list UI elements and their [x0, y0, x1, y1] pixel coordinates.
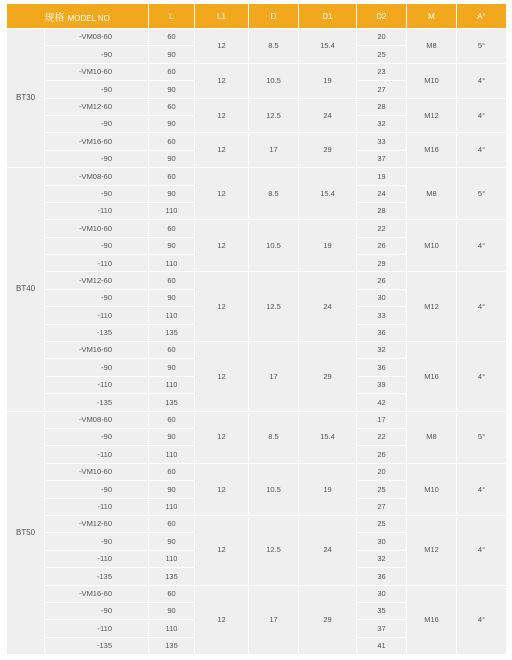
model-cell: -135	[45, 394, 149, 411]
model-cell: -VM10-60	[45, 220, 149, 237]
l-cell: 90	[149, 150, 195, 167]
header-d1: D1	[299, 4, 357, 29]
angle-cell: 4°	[457, 220, 507, 272]
l1-cell: 12	[195, 133, 249, 168]
d2-cell: 26	[357, 272, 407, 289]
m-cell: M12	[407, 272, 457, 342]
d1-cell: 15.4	[299, 29, 357, 64]
l-cell: 90	[149, 481, 195, 498]
d2-cell: 26	[357, 446, 407, 463]
header-m: M	[407, 4, 457, 29]
angle-cell: 4°	[457, 63, 507, 98]
d1-cell: 19	[299, 463, 357, 515]
d-cell: 17	[249, 585, 299, 655]
model-cell: -VM08-60	[45, 411, 149, 428]
l1-cell: 12	[195, 29, 249, 64]
d2-cell: 33	[357, 133, 407, 150]
d2-cell: 20	[357, 463, 407, 480]
l-cell: 60	[149, 220, 195, 237]
table-row	[7, 585, 507, 602]
table-row	[7, 220, 507, 237]
d2-cell: 33	[357, 307, 407, 324]
model-cell: -VM10-60	[45, 463, 149, 480]
table-row	[7, 272, 507, 289]
l1-cell: 12	[195, 585, 249, 655]
l1-cell: 12	[195, 515, 249, 585]
model-cell: -135	[45, 324, 149, 341]
model-cell: -VM16-60	[45, 585, 149, 602]
l-cell: 90	[149, 289, 195, 306]
table-row	[7, 29, 507, 46]
d2-cell: 20	[357, 29, 407, 46]
d-cell: 8.5	[249, 411, 299, 463]
m-cell: M8	[407, 29, 457, 64]
d2-cell: 36	[357, 324, 407, 341]
model-cell: -90	[45, 602, 149, 619]
l-cell: 110	[149, 255, 195, 272]
l-cell: 60	[149, 411, 195, 428]
d-cell: 12.5	[249, 515, 299, 585]
l-cell: 60	[149, 133, 195, 150]
l-cell: 60	[149, 272, 195, 289]
angle-cell: 5°	[457, 168, 507, 220]
model-cell: -90	[45, 481, 149, 498]
l-cell: 60	[149, 63, 195, 80]
model-cell: -90	[45, 428, 149, 445]
d2-cell: 32	[357, 115, 407, 132]
model-cell: -VM08-60	[45, 29, 149, 46]
d2-cell: 30	[357, 533, 407, 550]
model-cell: -110	[45, 446, 149, 463]
l-cell: 90	[149, 428, 195, 445]
model-cell: -90	[45, 185, 149, 202]
header-l1: L1	[195, 4, 249, 29]
table-row	[7, 63, 507, 80]
l1-cell: 12	[195, 342, 249, 412]
d2-cell: 25	[357, 515, 407, 532]
model-cell: -90	[45, 150, 149, 167]
m-cell: M8	[407, 411, 457, 463]
model-cell: -110	[45, 202, 149, 219]
d-cell: 8.5	[249, 168, 299, 220]
d2-cell: 28	[357, 202, 407, 219]
d1-cell: 29	[299, 133, 357, 168]
d1-cell: 24	[299, 272, 357, 342]
model-cell: -135	[45, 568, 149, 585]
m-cell: M16	[407, 133, 457, 168]
l-cell: 135	[149, 394, 195, 411]
header-d2: D2	[357, 4, 407, 29]
model-cell: -VM12-60	[45, 272, 149, 289]
d-cell: 10.5	[249, 463, 299, 515]
model-cell: -110	[45, 620, 149, 637]
d1-cell: 19	[299, 220, 357, 272]
d2-cell: 35	[357, 602, 407, 619]
table-row	[7, 342, 507, 359]
d2-cell: 22	[357, 220, 407, 237]
l-cell: 135	[149, 568, 195, 585]
d-cell: 12.5	[249, 98, 299, 133]
header-model-cn: 规格	[44, 12, 65, 24]
model-cell: -VM16-60	[45, 133, 149, 150]
model-cell: -VM08-60	[45, 168, 149, 185]
l-cell: 90	[149, 602, 195, 619]
l-cell: 90	[149, 359, 195, 376]
d-cell: 8.5	[249, 29, 299, 64]
d1-cell: 15.4	[299, 168, 357, 220]
d2-cell: 29	[357, 255, 407, 272]
model-cell: -110	[45, 498, 149, 515]
model-cell: -110	[45, 307, 149, 324]
m-cell: M10	[407, 63, 457, 98]
l-cell: 90	[149, 81, 195, 98]
l-cell: 60	[149, 463, 195, 480]
spec-table	[6, 4, 507, 655]
m-cell: M10	[407, 220, 457, 272]
model-cell: -90	[45, 289, 149, 306]
model-cell: -90	[45, 115, 149, 132]
l-cell: 60	[149, 168, 195, 185]
table-row	[7, 168, 507, 185]
model-cell: -90	[45, 359, 149, 376]
l-cell: 60	[149, 98, 195, 115]
model-cell: -135	[45, 637, 149, 654]
table-row	[7, 515, 507, 532]
model-cell: -90	[45, 81, 149, 98]
header-row	[7, 4, 507, 29]
d2-cell: 30	[357, 289, 407, 306]
d2-cell: 32	[357, 342, 407, 359]
m-cell: M16	[407, 585, 457, 655]
angle-cell: 4°	[457, 585, 507, 655]
d2-cell: 30	[357, 585, 407, 602]
l-cell: 110	[149, 620, 195, 637]
header-angle: A°	[457, 4, 507, 29]
l-cell: 90	[149, 115, 195, 132]
l-cell: 110	[149, 446, 195, 463]
l-cell: 90	[149, 185, 195, 202]
model-cell: -90	[45, 533, 149, 550]
d2-cell: 17	[357, 411, 407, 428]
d-cell: 12.5	[249, 272, 299, 342]
d2-cell: 36	[357, 568, 407, 585]
m-cell: M12	[407, 98, 457, 133]
table-row	[7, 411, 507, 428]
header-d: D	[249, 4, 299, 29]
d2-cell: 32	[357, 550, 407, 567]
d2-cell: 25	[357, 481, 407, 498]
d2-cell: 24	[357, 185, 407, 202]
d1-cell: 29	[299, 342, 357, 412]
l1-cell: 12	[195, 63, 249, 98]
m-cell: M10	[407, 463, 457, 515]
header-l: L	[149, 4, 195, 29]
l1-cell: 12	[195, 168, 249, 220]
l-cell: 110	[149, 376, 195, 393]
d-cell: 17	[249, 133, 299, 168]
l1-cell: 12	[195, 411, 249, 463]
l1-cell: 12	[195, 220, 249, 272]
l-cell: 110	[149, 550, 195, 567]
m-cell: M16	[407, 342, 457, 412]
table-row	[7, 133, 507, 150]
d2-cell: 36	[357, 359, 407, 376]
l-cell: 110	[149, 307, 195, 324]
l1-cell: 12	[195, 98, 249, 133]
l1-cell: 12	[195, 463, 249, 515]
l-cell: 135	[149, 324, 195, 341]
angle-cell: 4°	[457, 133, 507, 168]
d-cell: 17	[249, 342, 299, 412]
series-cell: BT40	[7, 168, 45, 411]
l-cell: 90	[149, 46, 195, 63]
angle-cell: 5°	[457, 29, 507, 64]
d2-cell: 28	[357, 98, 407, 115]
d1-cell: 24	[299, 98, 357, 133]
d2-cell: 37	[357, 620, 407, 637]
d1-cell: 24	[299, 515, 357, 585]
model-cell: -110	[45, 255, 149, 272]
angle-cell: 4°	[457, 342, 507, 412]
angle-cell: 4°	[457, 272, 507, 342]
d2-cell: 42	[357, 394, 407, 411]
l-cell: 60	[149, 515, 195, 532]
d2-cell: 19	[357, 168, 407, 185]
series-cell: BT50	[7, 411, 45, 654]
model-cell: -VM10-60	[45, 63, 149, 80]
model-cell: -90	[45, 237, 149, 254]
l-cell: 60	[149, 29, 195, 46]
angle-cell: 5°	[457, 411, 507, 463]
l-cell: 60	[149, 342, 195, 359]
d1-cell: 15.4	[299, 411, 357, 463]
l-cell: 110	[149, 498, 195, 515]
m-cell: M12	[407, 515, 457, 585]
model-cell: -90	[45, 46, 149, 63]
table-row	[7, 463, 507, 480]
series-cell: BT30	[7, 29, 45, 168]
d2-cell: 39	[357, 376, 407, 393]
model-cell: -110	[45, 376, 149, 393]
angle-cell: 4°	[457, 98, 507, 133]
l-cell: 60	[149, 585, 195, 602]
l-cell: 135	[149, 637, 195, 654]
d1-cell: 29	[299, 585, 357, 655]
d-cell: 10.5	[249, 63, 299, 98]
d2-cell: 41	[357, 637, 407, 654]
d2-cell: 27	[357, 498, 407, 515]
d2-cell: 23	[357, 63, 407, 80]
d2-cell: 22	[357, 428, 407, 445]
l-cell: 90	[149, 237, 195, 254]
model-cell: -VM12-60	[45, 98, 149, 115]
table-row	[7, 98, 507, 115]
table-body	[7, 29, 507, 655]
model-cell: -VM16-60	[45, 342, 149, 359]
d2-cell: 25	[357, 46, 407, 63]
d2-cell: 26	[357, 237, 407, 254]
d2-cell: 27	[357, 81, 407, 98]
angle-cell: 4°	[457, 463, 507, 515]
m-cell: M8	[407, 168, 457, 220]
header-model-en: MODEL NO	[67, 13, 110, 23]
angle-cell: 4°	[457, 515, 507, 585]
model-cell: -110	[45, 550, 149, 567]
l-cell: 110	[149, 202, 195, 219]
header-model	[7, 4, 149, 29]
d2-cell: 37	[357, 150, 407, 167]
l-cell: 90	[149, 533, 195, 550]
d1-cell: 19	[299, 63, 357, 98]
model-cell: -VM12-60	[45, 515, 149, 532]
l1-cell: 12	[195, 272, 249, 342]
d-cell: 10.5	[249, 220, 299, 272]
